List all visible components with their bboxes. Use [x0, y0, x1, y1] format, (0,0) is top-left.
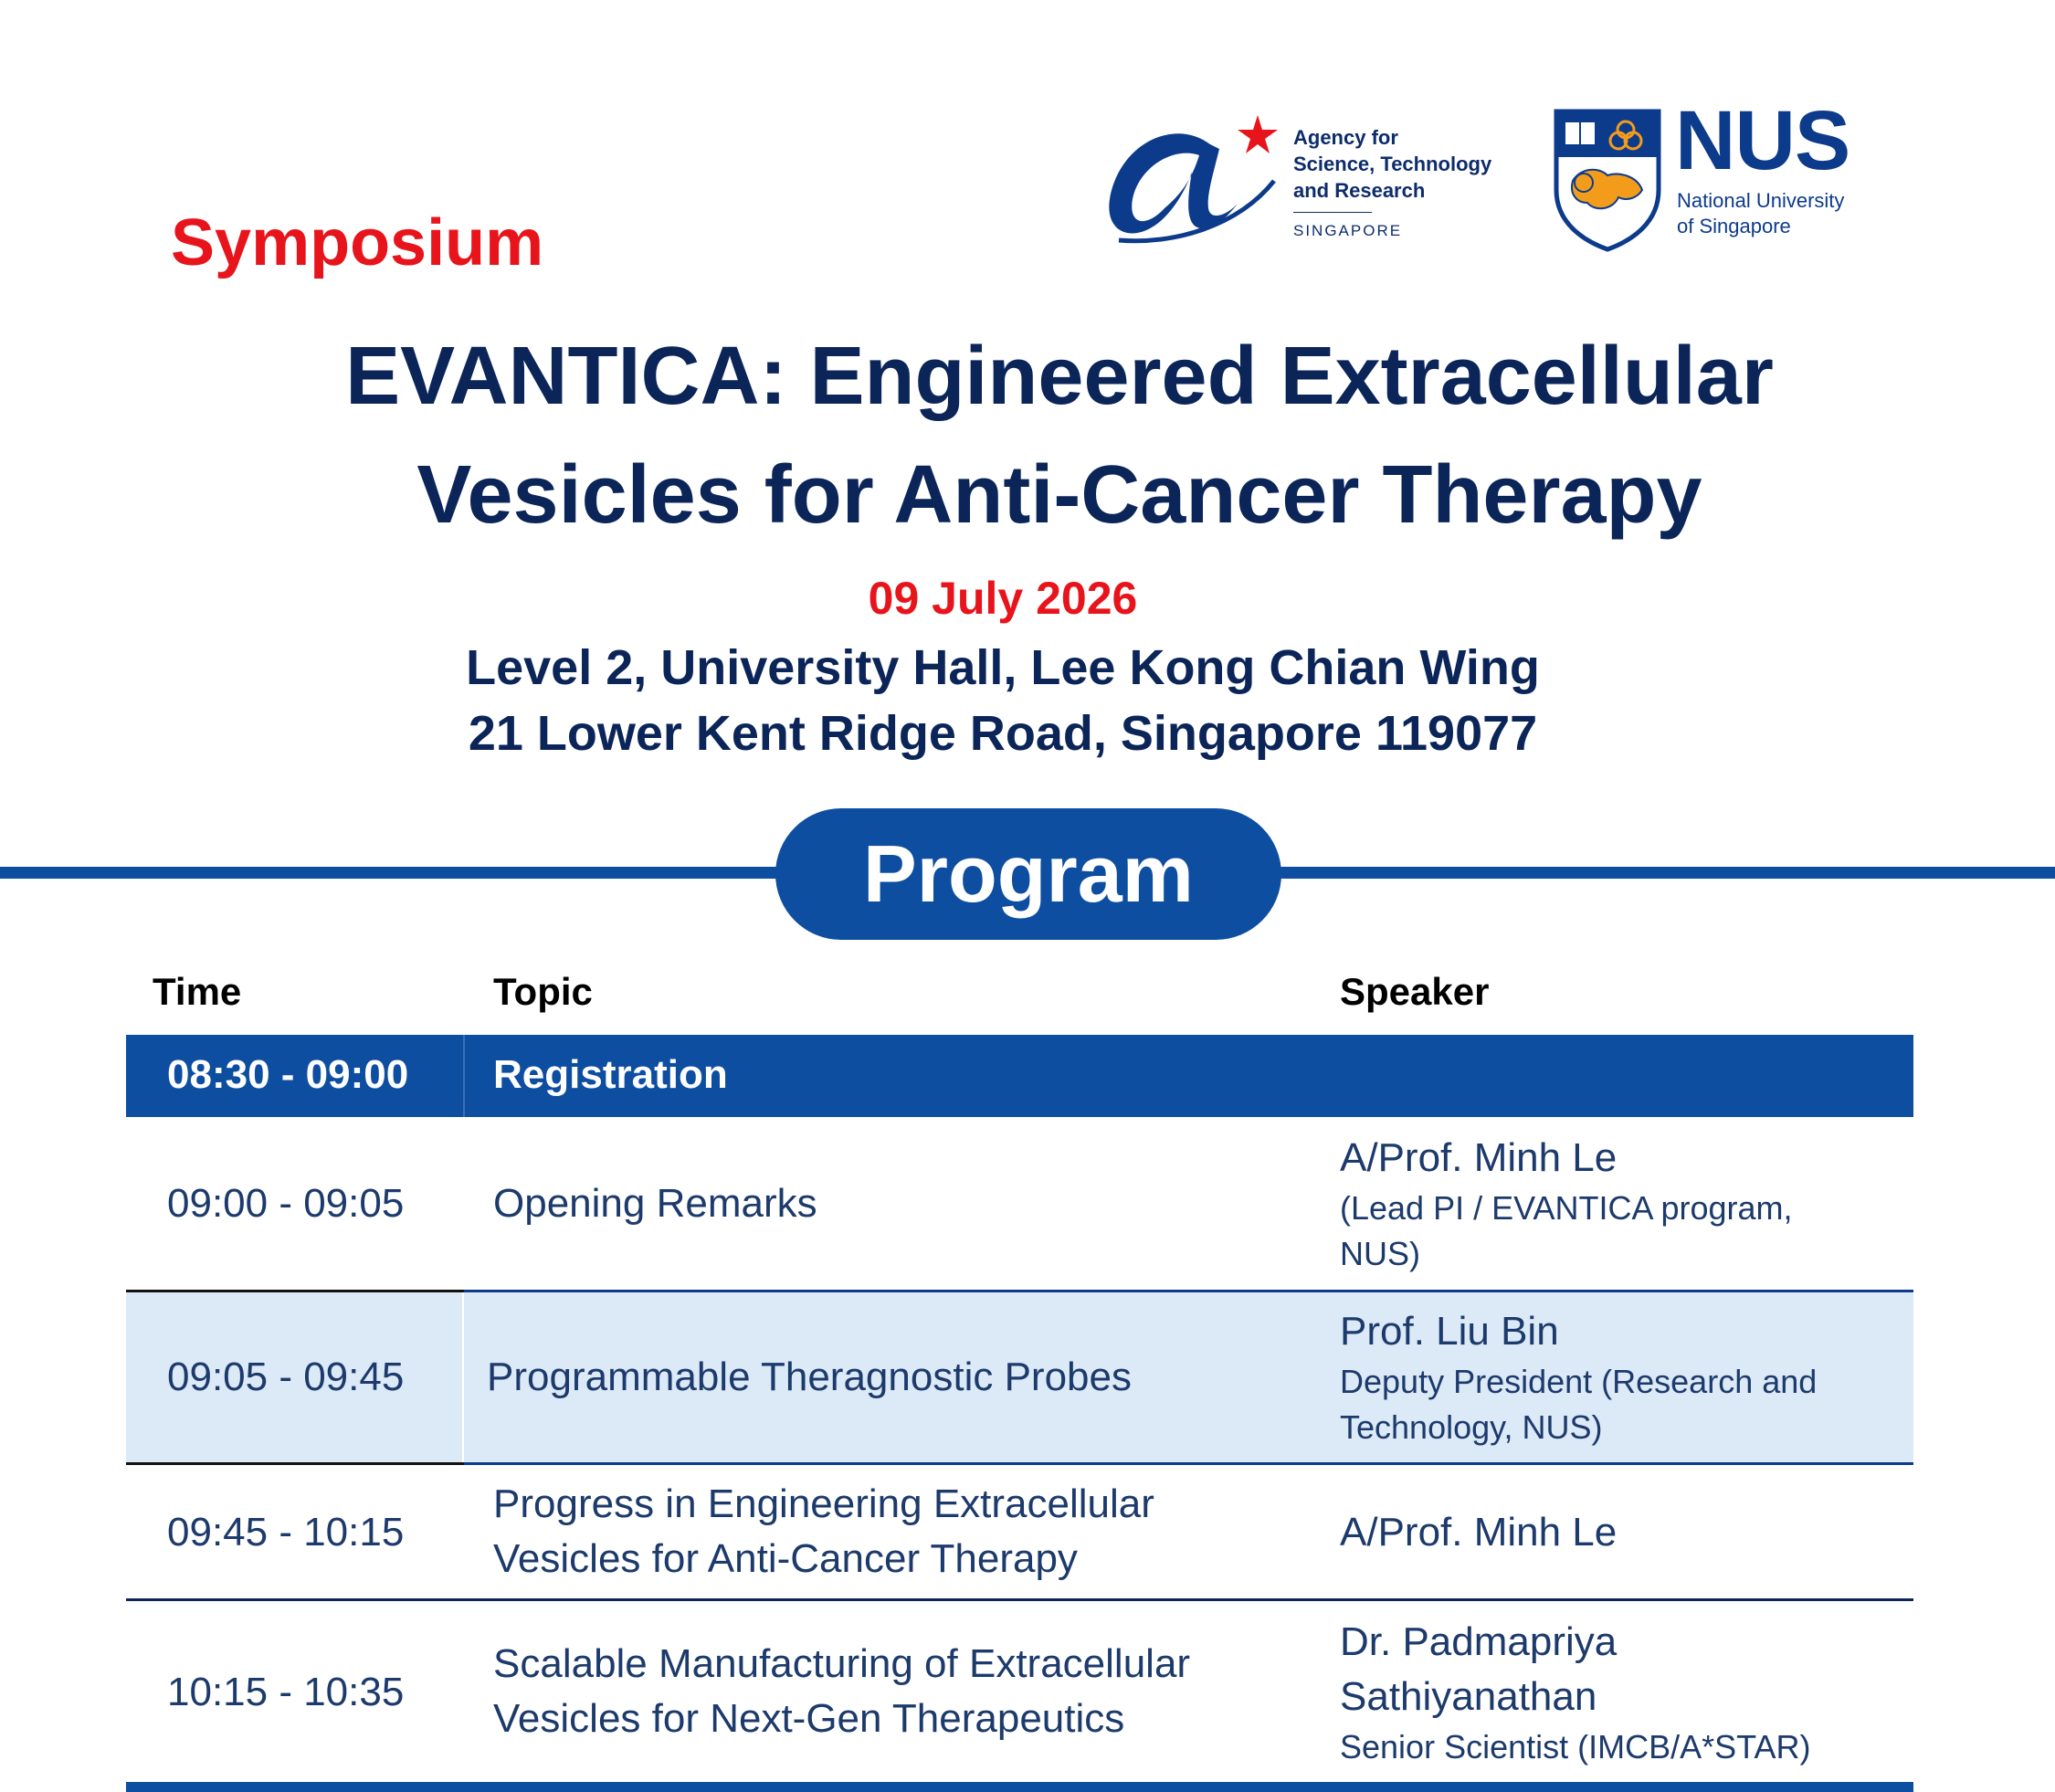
- speaker-affiliation: (Lead PI / EVANTICA program,: [1340, 1189, 1793, 1227]
- event-date: 09 July 2026: [868, 573, 1138, 624]
- speaker-affiliation: Deputy President (Research and: [1340, 1363, 1818, 1400]
- column-divider: [462, 1292, 464, 1464]
- row-time: 09:45 - 10:15: [167, 1510, 405, 1555]
- astar-logo-icon: [1101, 108, 1279, 249]
- astar-divider: [1293, 212, 1372, 213]
- event-title-line-1: EVANTICA: Engineered Extracellular: [345, 331, 1774, 422]
- astar-name: [1293, 124, 1491, 204]
- astar-line-1: Agency for: [1293, 126, 1398, 149]
- row-topic-line-2: Vesicles for Anti-Cancer Therapy: [493, 1536, 1078, 1581]
- row-time: 09:00 - 09:05: [167, 1181, 405, 1226]
- row-separator: [126, 1598, 1913, 1601]
- astar-line-3: and Research: [1293, 179, 1426, 202]
- speaker-affiliation: Technology, NUS): [1340, 1408, 1603, 1446]
- column-header-topic: Topic: [493, 970, 593, 1013]
- venue-line-2: 21 Lower Kent Ridge Road, Singapore 119077: [468, 706, 1538, 761]
- event-title-line-2: Vesicles for Anti-Cancer Therapy: [416, 449, 1702, 541]
- row-separator: [126, 1462, 464, 1465]
- astar-line-2: Science, Technology: [1293, 153, 1492, 175]
- speaker-affiliation: Senior Scientist (IMCB/A*STAR): [1340, 1728, 1811, 1766]
- astar-country: SINGAPORE: [1293, 222, 1403, 239]
- row-separator: [464, 1290, 1913, 1292]
- speaker-name: Prof. Liu Bin: [1340, 1309, 1559, 1354]
- row-topic-line-1: Progress in Engineering Extracellular: [493, 1481, 1154, 1526]
- speaker-name: A/Prof. Minh Le: [1340, 1510, 1618, 1555]
- column-header-time: Time: [153, 970, 242, 1013]
- row-separator: [464, 1462, 1913, 1465]
- column-header-speaker: Speaker: [1340, 970, 1490, 1013]
- row-topic: Opening Remarks: [493, 1181, 817, 1226]
- nus-crest-icon: [1553, 108, 1662, 252]
- row-topic-line-2: Vesicles for Next-Gen Therapeutics: [493, 1696, 1125, 1741]
- row-time: 09:05 - 09:45: [167, 1355, 405, 1399]
- symposium-label: Symposium: [171, 206, 544, 279]
- nus-line-1: National University: [1677, 189, 1845, 212]
- program-heading: Program: [775, 808, 1281, 940]
- venue-line-1: Level 2, University Hall, Lee Kong Chian Wing: [466, 640, 1540, 695]
- nus-line-2: of Singapore: [1677, 215, 1791, 237]
- nus-abbr: NUS: [1675, 94, 1850, 187]
- row-time: 10:15 - 10:35: [167, 1670, 405, 1714]
- speaker-name-line-2: Sathiyanathan: [1340, 1674, 1597, 1719]
- row-separator: [126, 1290, 464, 1292]
- row-topic: Registration: [493, 1052, 728, 1097]
- row-time: 08:30 - 09:00: [167, 1052, 409, 1097]
- table-bottom-border: [126, 1782, 1913, 1792]
- column-divider: [463, 1035, 465, 1117]
- row-topic-line-1: Scalable Manufacturing of Extracellular: [493, 1641, 1191, 1686]
- nus-fullname: [1677, 188, 1844, 239]
- speaker-name-line-1: Dr. Padmapriya: [1340, 1619, 1618, 1664]
- speaker-affiliation: NUS): [1340, 1235, 1420, 1272]
- row-topic: Programmable Theragnostic Probes: [487, 1355, 1132, 1399]
- speaker-name: A/Prof. Minh Le: [1340, 1135, 1618, 1180]
